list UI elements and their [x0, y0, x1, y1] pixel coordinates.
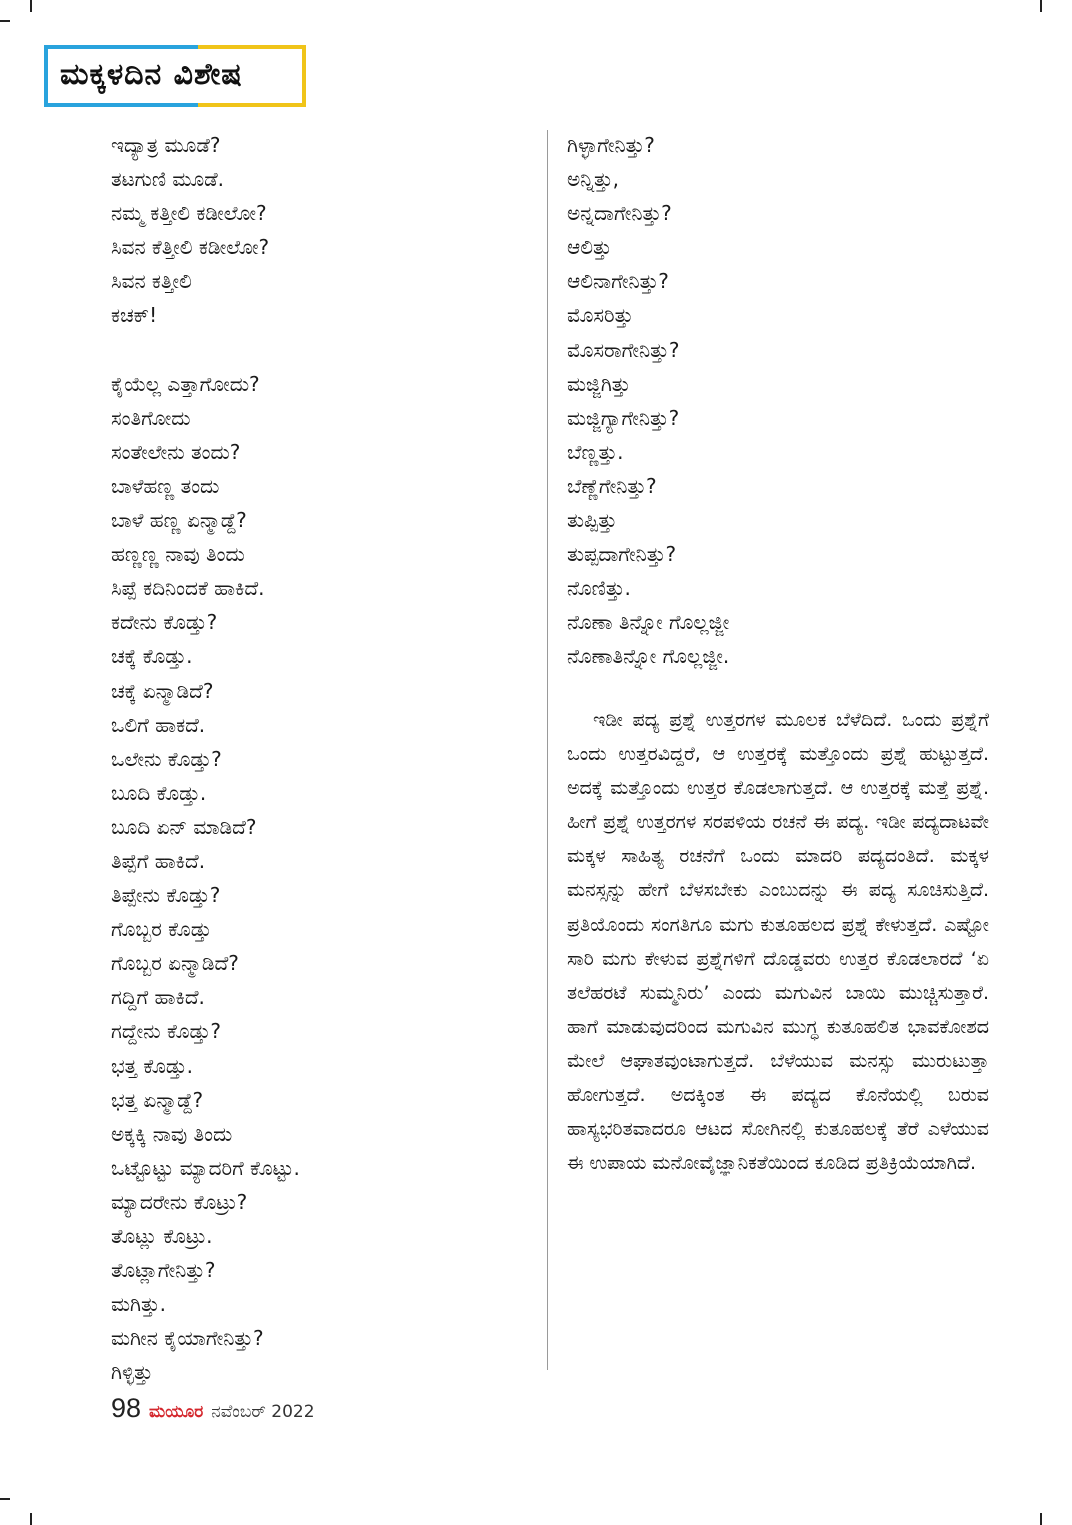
poem-line: ನೊಣಾತಿನ್ನೋ ಗೊಲ್ಲಜ್ಜೀ. [567, 644, 730, 669]
poem-line: ತಿಪ್ಪೆಗೆ ಹಾಕಿದೆ. [111, 848, 206, 873]
poem-line: ಒಲೇನು ಕೊಡ್ತು? [111, 746, 222, 771]
poem-line: ಬೂದಿ ಏನ್ ಮಾಡಿದೆ? [111, 814, 257, 839]
poem-line: ಮಜ್ಜಿಗ್ಯಾಗೇನಿತ್ತು? [567, 405, 680, 430]
poem-line: ಸಂತೇಲೇನು ತಂದು? [111, 439, 241, 464]
poem-line: ಗದ್ದಿಗೆ ಹಾಕಿದೆ. [111, 985, 205, 1010]
poem-line: ಅನ್ನಿತ್ತು, [567, 167, 620, 192]
poem-line: ಅಕ್ಕಕ್ಕಿ ನಾವು ತಿಂದು [111, 1121, 233, 1146]
poem-line: ಒಟ್ಟೊಟ್ಟು ಮ್ಯಾದರಿಗೆ ಕೊಟ್ಟು. [111, 1155, 300, 1180]
poem-line: ಕೈಯೆಲ್ಲ ಎತ್ತಾಗೋದು? [111, 371, 260, 396]
poem-line: ಚಕ್ಕೆ ಏನ್ಮಾಡಿದೆ? [111, 678, 214, 703]
poem-line: ಆಲಿತ್ತು [567, 235, 612, 260]
poem-line: ನಮ್ಮ ಕತ್ತೀಲಿ ಕಡೀಲೋ? [111, 201, 267, 226]
poem-line: ಕಚಕ್! [111, 303, 158, 328]
poem-line: ಸಿವನ ಕೆತ್ತೀಲಿ ಕಡೀಲೋ? [111, 235, 270, 260]
crop-mark-left-lower [0, 1498, 10, 1500]
poem-line: ಬೆಣ್ಣತ್ತು. [567, 439, 624, 464]
poem-line: ಹಣ್ಣಣ್ಣ ನಾವು ತಿಂದು [111, 542, 245, 567]
poem-line: ಬಾಳೆಹಣ್ಣ ತಂದು [111, 473, 220, 498]
poem-left-column [111, 128, 531, 1389]
crop-mark-top-right [1040, 0, 1042, 12]
poem-line: ಒಲಿಗೆ ಹಾಕದೆ. [111, 712, 206, 737]
poem-line: ಮಗೀನ ಕೈಯಾಗೇನಿತ್ತು? [111, 1326, 264, 1351]
poem-line: ಮ್ಯಾದರೇನು ಕೊಟ್ರು? [111, 1189, 248, 1214]
poem-line: ಬಾಳೆ ಹಣ್ಣ ಏನ್ಮಾಡ್ದೆ? [111, 508, 247, 533]
column-divider [547, 130, 548, 1370]
poem-line: ಭತ್ತ ಕೊಡ್ತು. [111, 1053, 194, 1078]
stanza-break [111, 333, 531, 367]
magazine-name: ಮಯೂರ [149, 1402, 204, 1422]
poem-right-column [567, 128, 997, 674]
poem-line: ನೊಣಿತ್ತು. [567, 576, 631, 601]
poem-line: ಮೊಸರಿತ್ತು [567, 303, 634, 328]
poem-line: ತೊಟ್ಲಾಗೇನಿತ್ತು? [111, 1258, 216, 1283]
poem-line: ಸಂತಿಗೋದು [111, 405, 191, 430]
poem-line: ಇದ್ಯಾತ್ರ ಮೂಡೆ? [111, 133, 221, 157]
poem-line: ಮೊಸರಾಗೇನಿತ್ತು? [567, 337, 680, 362]
poem-line: ತುಪ್ಪದಾಗೇನಿತ್ತು? [567, 542, 677, 567]
poem-line: ಬೆಣ್ಣೆಗೇನಿತ್ತು? [567, 473, 657, 498]
poem-line: ಸಿವನ ಕತ್ತೀಲಿ [111, 269, 192, 294]
poem-line: ಮಜ್ಜಿಗಿತ್ತು [567, 371, 631, 396]
crop-mark-bottom-left [30, 1513, 32, 1525]
poem-line: ಗದ್ದೇನು ಕೊಡ್ತು? [111, 1019, 221, 1044]
poem-line: ನೊಣಾ ತಿನ್ನೋ ಗೊಲ್ಲಜ್ಜೀ [567, 610, 730, 635]
poem-line: ತಿಪ್ಪೇನು ಕೊಡ್ತು? [111, 883, 221, 908]
poem-line: ತೊಟ್ಲು ಕೊಟ್ರು. [111, 1224, 213, 1248]
page-footer [111, 1393, 315, 1424]
crop-mark-top-left [30, 0, 32, 12]
poem-line: ಸಿಪ್ಪೆ ಕದಿನಿಂದಕೆ ಹಾಕಿದೆ. [111, 576, 265, 601]
issue-date: ನವೆಂಬರ್ 2022 [211, 1402, 315, 1422]
commentary-paragraph: ಇಡೀ ಪದ್ಯ ಪ್ರಶ್ನೆ ಉತ್ತರಗಳ ಮೂಲಕ ಬೆಳೆದಿದೆ. ಒಂದು ಪ್ರಶ್ನೆಗೆ ಒಂದು ಉತ್ತರವಿದ್ದರೆ, ಆ ಉತ್ತರಕ್ಕೆ ಮತ್ತೊಂದು ಪ್ರಶ್ನೆ ಹುಟ್ಟುತ್ತದೆ. ಅದಕ್ಕೆ ಮತ್ತೊಂದು ಉತ್ತರ ಕೊಡಲಾಗುತ್ತದೆ. ಆ ಉತ್ತರಕ್ಕೆ ಮತ್ತೆ ಪ್ರಶ್ನೆ. ಹೀಗೆ ಪ್ರಶ್ನೆ ಉತ್ತರಗಳ ಸರಪಳಿಯ ರಚನೆ ಈ ಪದ್ಯ. ಇಡೀ ಪದ್ಯದಾಟವೇ ಮಕ್ಕಳ ಸಾಹಿತ್ಯ ರಚನೆಗೆ ಒಂದು ಮಾದರಿ ಪದ್ಯದಂತಿದೆ. ಮಕ್ಕಳ ಮನಸ್ಸನ್ನು ಹೇಗೆ ಬೆಳಸಬೇಕು ಎಂಬುದನ್ನು ಈ ಪದ್ಯ ಸೂಚಿಸುತ್ತಿದೆ. ಪ್ರತಿಯೊಂದು ಸಂಗತಿಗೂ ಮಗು ಕುತೂಹಲದ ಪ್ರಶ್ನೆ ಕೇಳುತ್ತದೆ. ಎಷ್ಟೋ ಸಾರಿ ಮಗು ಕೇಳುವ ಪ್ರಶ್ನೆಗಳಿಗೆ ದೊಡ್ಡವರು ಉತ್ತರ ಕೊಡಲಾರದೆ ‘ಏ ತಲೆಹರಟೆ ಸುಮ್ಮನಿರು’ ಎಂದು ಮಗುವಿನ ಬಾಯಿ ಮುಚ್ಚಿಸುತ್ತಾರೆ. ಹಾಗೆ ಮಾಡುವುದರಿಂದ ಮಗುವಿನ ಮುಗ್ಧ ಕುತೂಹಲಿತ ಭಾವಕೋಶದ ಮೇಲೆ ಆಘಾತವುಂಟಾಗುತ್ತದೆ. ಬೆಳೆಯುವ ಮನಸ್ಸು ಮುರುಟುತ್ತಾ ಹೋಗುತ್ತದೆ. ಅದಕ್ಕಿಂತ ಈ ಪದ್ಯದ ಕೊನೆಯಲ್ಲಿ ಬರುವ ಹಾಸ್ಯಭರಿತವಾದರೂ ಆಟದ ಸೋಗಿನಲ್ಲಿ ಕುತೂಹಲಕ್ಕೆ ತೆರೆ ಎಳೆಯುವ ಈ ಉಪಾಯ ಮನೋವೈಜ್ಞಾನಿಕತೆಯಿಂದ ಕೂಡಿದ ಪ್ರತಿಕ್ರಿಯೆಯಾಗಿದೆ. [567, 709, 989, 1175]
section-heading-box [44, 45, 306, 107]
poem-line: ತುಪ್ಪಿತ್ತು [567, 508, 617, 533]
poem-line: ಮಗಿತ್ತು. [111, 1292, 166, 1317]
poem-line: ಬೂದಿ ಕೊಡ್ತು. [111, 780, 207, 805]
poem-line: ಗಿಳ್ಳಾಗೇನಿತ್ತು? [567, 133, 655, 157]
poem-line: ತಟಗುಣಿ ಮೂಡೆ. [111, 167, 225, 192]
page-number: 98 [111, 1393, 142, 1423]
section-heading: ಮಕ್ಕಳದಿನ ವಿಶೇಷ [60, 57, 243, 92]
crop-mark-bottom-right [1040, 1513, 1042, 1525]
poem-line: ಕದೇನು ಕೊಡ್ತು? [111, 610, 218, 635]
crop-mark-left-upper [0, 20, 10, 22]
poem-line: ಗೊಬ್ಬರ ಕೊಡ್ತು [111, 917, 212, 942]
poem-line: ಗೊಬ್ಬರ ಏನ್ಮಾಡಿದೆ? [111, 951, 239, 976]
poem-line: ಚಕ್ಕೆ ಕೊಡ್ತು. [111, 644, 193, 669]
poem-line: ಗಿಳ್ಳಿತ್ತು [111, 1360, 153, 1385]
poem-line: ಭತ್ತ ಏನ್ಮಾಡ್ದೆ? [111, 1087, 204, 1112]
poem-line: ಅನ್ನದಾಗೇನಿತ್ತು? [567, 201, 672, 226]
poem-line: ಆಲಿನಾಗೇನಿತ್ತು? [567, 269, 669, 294]
